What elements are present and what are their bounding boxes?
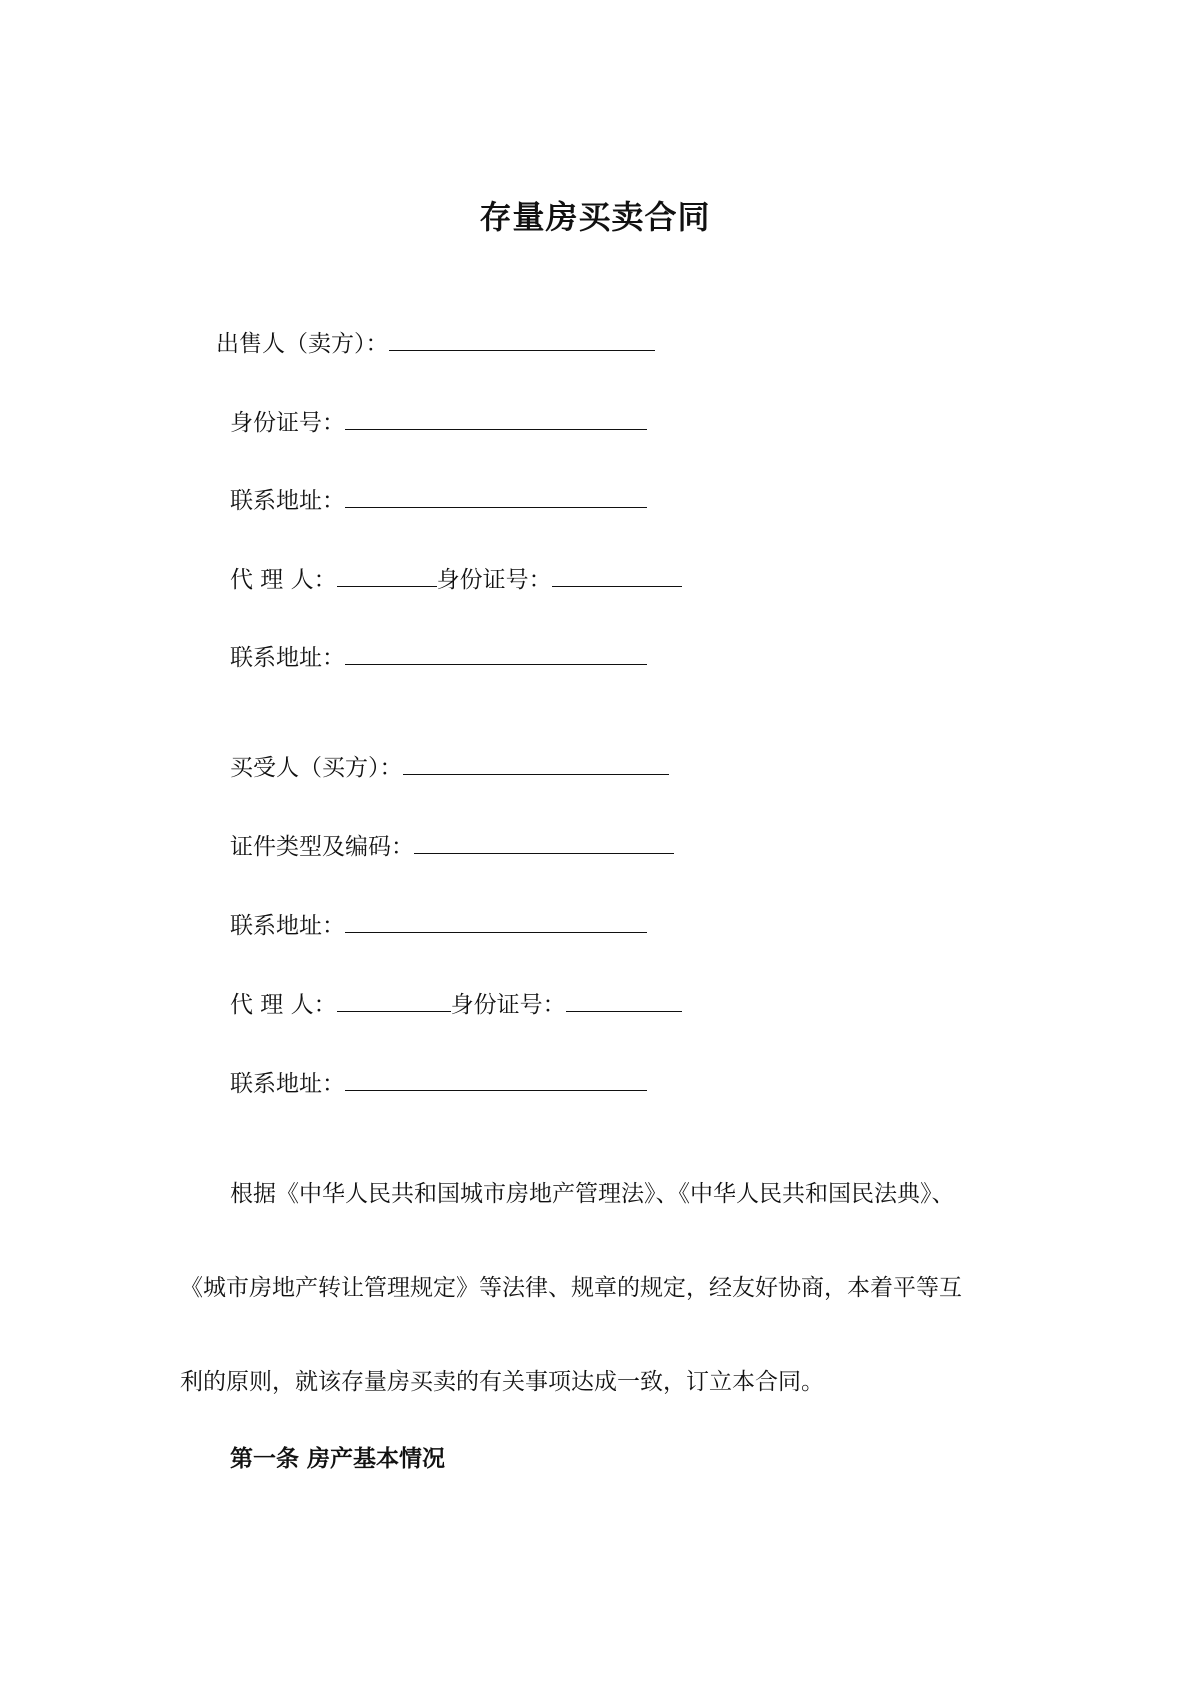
buyer-agent-address-label: 联系地址：: [230, 1071, 345, 1097]
buyer-cert-row: [230, 827, 674, 861]
buyer-agent-address-row: [230, 1064, 647, 1098]
buyer-agent-label: 代 理 人：: [230, 992, 337, 1018]
seller-id-blank: [345, 403, 647, 430]
seller-agent-blank: [337, 560, 437, 587]
buyer-address-blank: [345, 906, 647, 933]
seller-agent-label: 代 理 人：: [230, 567, 337, 593]
article-1-heading: 第一条 房产基本情况: [230, 1446, 446, 1472]
seller-agent-address-row: [230, 638, 647, 672]
preamble-line-3: 利的原则，就该存量房买卖的有关事项达成一致，订立本合同。: [180, 1369, 824, 1395]
document-title: 存量房买卖合同: [479, 198, 711, 236]
preamble-line-1: 根据《中华人民共和国城市房地产管理法》、《中华人民共和国民法典》、: [230, 1181, 955, 1207]
buyer-address-label: 联系地址：: [230, 913, 345, 939]
seller-agent-address-label: 联系地址：: [230, 645, 345, 671]
seller-name-blank: [389, 324, 655, 351]
buyer-agent-blank: [337, 985, 451, 1012]
seller-name-row: [216, 324, 655, 358]
seller-agent-row: [230, 560, 682, 594]
buyer-cert-label: 证件类型及编码：: [230, 834, 414, 860]
buyer-name-label: 买受人（买方）：: [230, 755, 403, 781]
buyer-name-blank: [403, 748, 669, 775]
seller-agent-id-label: 身份证号：: [436, 567, 552, 593]
seller-agent-id-blank: [552, 560, 682, 587]
buyer-name-row: [230, 748, 669, 782]
seller-id-label: 身份证号：: [230, 410, 345, 436]
seller-address-row: [230, 481, 647, 515]
seller-id-row: [230, 403, 647, 437]
preamble-line-2: 《城市房地产转让管理规定》等法律、规章的规定，经友好协商，本着平等互: [180, 1275, 962, 1301]
buyer-address-row: [230, 906, 647, 940]
buyer-agent-row: [230, 985, 682, 1019]
buyer-agent-id-blank: [566, 985, 682, 1012]
buyer-agent-id-label: 身份证号：: [450, 992, 566, 1018]
seller-address-blank: [345, 481, 647, 508]
seller-name-label: 出售人（卖方）：: [216, 331, 389, 357]
seller-address-label: 联系地址：: [230, 488, 345, 514]
buyer-agent-address-blank: [345, 1064, 647, 1091]
buyer-cert-blank: [414, 827, 674, 854]
seller-agent-address-blank: [345, 638, 647, 665]
